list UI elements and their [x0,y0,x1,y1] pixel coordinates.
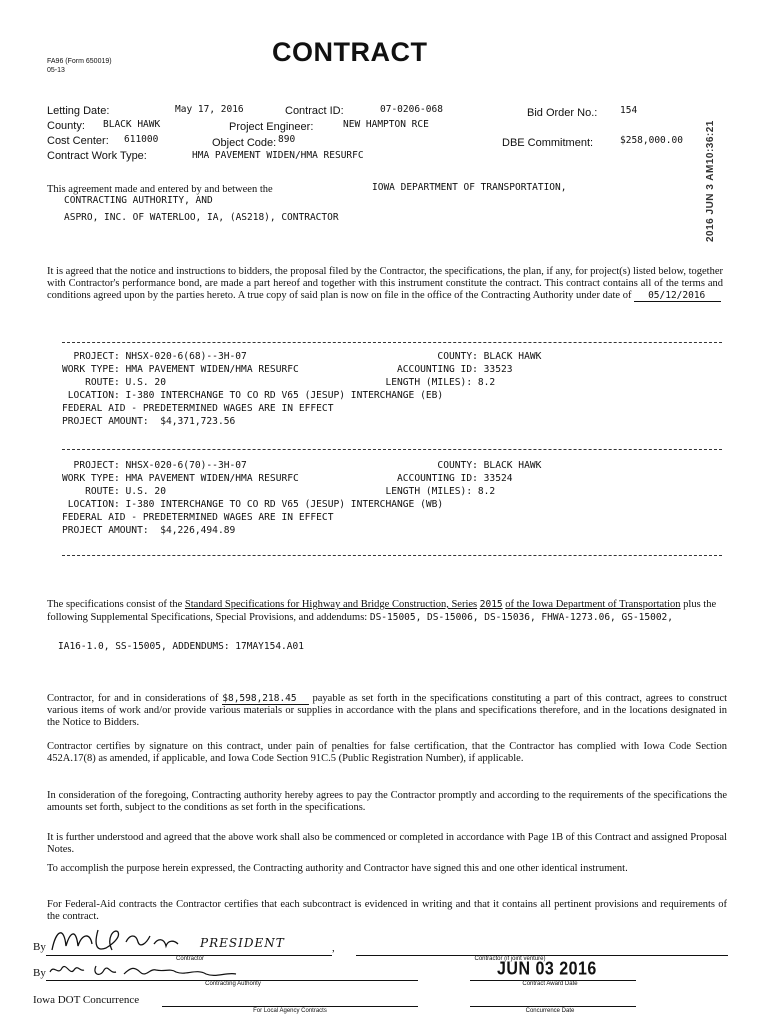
letting-date-label: Letting Date: [47,105,110,117]
project-line: ROUTE: U.S. 20 LENGTH (MILES): 8.2 [62,486,496,497]
project-line: LOCATION: I-380 INTERCHANGE TO CO RD V65 (JESUP) INTERCHANGE (EB) [62,390,444,401]
certifies-paragraph: Contractor certifies by signature on this contract, under pain of penalties for false certification, that the Contractor has complied with Iowa Code Section 452A.17(8) as amended, if applicable, and Iowa Code Section 91C.5 (Public Registration Number), if applicable. [47,741,727,764]
concurrence-date-caption: Concurrence Date [525,1008,575,1014]
local-caption: For Local Agency Contracts [253,1008,327,1014]
form-id: FA96 (Form 650019) [47,58,112,65]
specs-addendums-line1: DS-15005, DS-15006, DS-15036, FHWA-1273.06, GS-15002, [369,612,673,623]
contract-id-label: Contract ID: [285,105,344,117]
further-paragraph: It is further understood and agreed that the above work shall also be commenced or completed in accordance with Page 1B of this Contract and assigned Proposal Notes. [47,832,727,855]
agreement-intro: This agreement made and entered by and between the [47,184,273,195]
specs-intro: The specifications consist of the [47,599,183,610]
foregoing-paragraph: In consideration of the foregoing, Contracting authority hereby agrees to pay the Contractor promptly and according to the requirements of the specifications the amounts set forth, subject to the conditions as set forth in the specifications. [47,790,727,813]
page-title: CONTRACT [272,37,428,67]
dbe-label: DBE Commitment: [502,137,594,149]
agreed-paragraph [47,266,723,302]
project-block [62,350,541,428]
divider [62,555,722,556]
consideration-paragraph [47,693,727,729]
letting-date-value: May 17, 2016 [175,104,244,115]
county-label: County: [47,120,85,132]
contract-amount: $8,598,218.45 [222,693,308,705]
concurrence-date-line [470,1006,636,1007]
project-line: FEDERAL AID - PREDETERMINED WAGES ARE IN EFFECT [62,403,334,414]
object-code-value: 890 [278,134,296,145]
received-stamp: 2016 JUN 3 AM10:36:21 [705,120,716,242]
specifications-paragraph [47,598,723,624]
contractor-title: PRESIDENT [200,936,285,950]
project-amount: PROJECT AMOUNT: $4,226,494.89 [62,525,236,536]
by-label: By [33,941,46,953]
specs-addendums-label: addendums: [316,612,368,623]
agreement-party1: IOWA DEPARTMENT OF TRANSPORTATION, [372,182,567,193]
concurrence-label: Iowa DOT Concurrence [33,994,140,1006]
object-code-label: Object Code: [212,137,277,149]
specs-addendums-line2: IA16-1.0, SS-15005, ADDENDUMS: 17MAY154.A01 [58,641,304,652]
bid-order-value: 154 [620,105,638,116]
specs-dept: of the Iowa Department of Transportation [505,599,681,610]
federal-paragraph: For Federal-Aid contracts the Contractor certifies that each subcontract is evidenced in writing and that it contains all pertinent provisions and requirements of the contract. [47,899,727,922]
dbe-value: $258,000.00 [620,135,683,146]
by-label-2: By [33,967,46,979]
divider [62,342,722,343]
agreed-text: It is agreed that the notice and instructions to bidders, the proposal filed by the Contractor, the specifications, the plan, if any, for project(s) listed below, together with Contractor's performance bond, are made a part hereof and together with this instrument constitute the contract. This contract contains all of the terms and conditions agreed upon by the parties hereto. A true copy of said plan is now on file in the office of the Contracting Authority under date of [47,266,723,301]
cost-center-value: 611000 [124,134,159,145]
consideration-post: payable as set forth in the specifications constituting [312,693,542,704]
work-type-label: Contract Work Type: [47,150,147,162]
project-amount: PROJECT AMOUNT: $4,371,723.56 [62,416,236,427]
contractor-caption: Contractor [175,956,204,962]
project-line: PROJECT: NHSX-020-6(68)--3H-07 COUNTY: BLACK HAWK [62,351,542,362]
work-type-value: HMA PAVEMENT WIDEN/HMA RESURFC [192,150,364,161]
project-line: PROJECT: NHSX-020-6(70)--3H-07 COUNTY: BLACK HAWK [62,460,542,471]
bid-order-label: Bid Order No.: [527,107,598,119]
form-date: 05-13 [47,67,65,74]
cost-center-label: Cost Center: [47,135,109,147]
project-block [62,459,541,537]
agreement-party2: ASPRO, INC. OF WATERLOO, IA, (AS218), CONTRACTOR [64,212,339,223]
contractor-signature [46,922,196,958]
project-line: FEDERAL AID - PREDETERMINED WAGES ARE IN EFFECT [62,512,334,523]
project-engineer-value: NEW HAMPTON RCE [343,119,429,130]
project-line: WORK TYPE: HMA PAVEMENT WIDEN/HMA RESURFC ACCOUNTING ID: 33523 [62,364,513,375]
consideration-rest: a part of this contract, agrees to construct various items of work and/or provide various materials or supplies in accordance with the plans and specifications therefore, and in the locations designated in the Notice to Bidders. [47,693,728,728]
county-value: BLACK HAWK [103,119,161,130]
joint-caption: Contractor (if joint venture) [474,956,546,962]
authority-caption: Contracting Authority [205,981,261,987]
project-line: WORK TYPE: HMA PAVEMENT WIDEN/HMA RESURFC ACCOUNTING ID: 33524 [62,473,513,484]
specs-series: 2015 [479,599,503,610]
project-engineer-label: Project Engineer: [229,121,314,133]
divider [62,449,722,450]
agreement-party1-role: CONTRACTING AUTHORITY, AND [64,195,213,206]
specs-rest: plus the following Supplemental Specifications, Special Provisions, and [47,599,717,623]
comma: , [332,942,335,954]
project-line: ROUTE: U.S. 20 LENGTH (MILES): 8.2 [62,377,496,388]
specs-standard: Standard Specifications for Highway and Bridge Construction, Series [184,599,478,610]
project-line: LOCATION: I-380 INTERCHANGE TO CO RD V65 (JESUP) INTERCHANGE (WB) [62,499,444,510]
accomplish-paragraph: To accomplish the purpose herein expressed, the Contracting authority and Contractor have signed this and one other identical instrument. [47,863,628,874]
consideration-pre: Contractor, for and in considerations of [47,693,219,704]
contract-id-value: 07-0206-068 [380,104,443,115]
concurrence-line [162,1006,418,1007]
award-date: JUN 03 2016 [497,959,597,980]
award-caption: Contract Award Date [522,981,578,987]
authority-date: 05/12/2016 [634,290,721,302]
